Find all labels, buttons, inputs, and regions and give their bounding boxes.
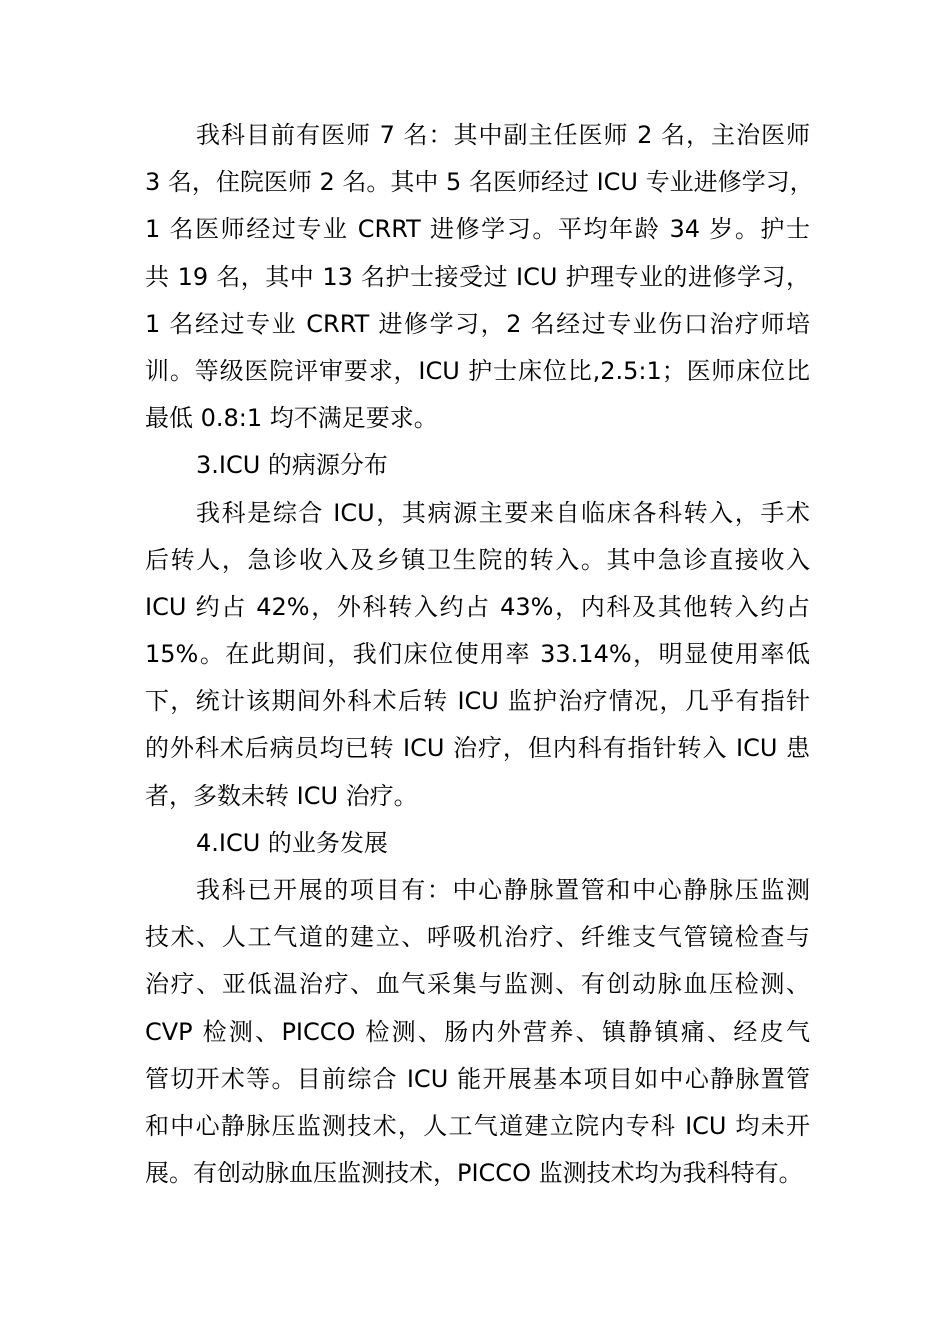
paragraph-patient-sources xyxy=(145,490,810,820)
text-line: 和中心静脉压监测技术，人工气道建立院内专科 ICU 均未开 xyxy=(145,1111,810,1140)
paragraph-business-development xyxy=(145,867,810,1197)
text-line: 共 19 名，其中 13 名护士接受过 ICU 护理专业的进修学习， xyxy=(145,262,810,291)
text-line: 15%。在此期间，我们床位使用率 33.14%，明显使用率低 xyxy=(145,640,810,669)
section-heading-text: 3.ICU 的病源分布 xyxy=(196,451,388,480)
text-line: ICU 约占 42%，外科转入约占 43%，内科及其他转入约占 xyxy=(145,592,810,621)
text-line: 我科是综合 ICU，其病源主要来自临床各科转入，手术 xyxy=(196,498,810,527)
text-line: 最低 0.8:1 均不满足要求。 xyxy=(145,404,438,433)
section-heading-patient-sources xyxy=(145,442,810,489)
section-heading-business-development xyxy=(145,820,810,867)
text-line: 后转人，急诊收入及乡镇卫生院的转入。其中急诊直接收入 xyxy=(145,545,810,574)
document-body xyxy=(145,112,814,1197)
text-line: 我科已开展的项目有：中心静脉置管和中心静脉压监测 xyxy=(196,876,810,904)
section-heading-text: 4.ICU 的业务发展 xyxy=(196,828,388,857)
text-line: 治疗、亚低温治疗、血气采集与监测、有创动脉血压检测、 xyxy=(145,970,810,999)
text-line: 管切开术等。目前综合 ICU 能开展基本项目如中心静脉置管 xyxy=(145,1064,810,1093)
text-line: 展。有创动脉血压监测技术，PICCO 监测技术均为我科特有。 xyxy=(145,1159,803,1188)
text-line: CVP 检测、PICCO 检测、肠内外营养、镇静镇痛、经皮气 xyxy=(145,1017,810,1046)
text-line: 技术、人工气道的建立、呼吸机治疗、纤维支气管镜检查与 xyxy=(145,923,810,952)
text-line: 3 名，住院医师 2 名。其中 5 名医师经过 ICU 专业进修学习， xyxy=(145,168,814,197)
text-line: 下，统计该期间外科术后转 ICU 监护治疗情况，几乎有指针 xyxy=(145,687,810,716)
paragraph-staffing xyxy=(145,112,814,442)
text-line: 训。等级医院评审要求，ICU 护士床位比,2.5:1；医师床位比 xyxy=(145,356,810,385)
text-line: 1 名医师经过专业 CRRT 进修学习。平均年龄 34 岁。护士 xyxy=(145,215,810,244)
text-line: 的外科术后病员均已转 ICU 治疗，但内科有指针转入 ICU 患 xyxy=(145,734,810,763)
text-line: 我科目前有医师 7 名：其中副主任医师 2 名，主治医师 xyxy=(196,121,810,149)
text-line: 1 名经过专业 CRRT 进修学习，2 名经过专业伤口治疗师培 xyxy=(145,309,810,338)
text-line: 者，多数未转 ICU 治疗。 xyxy=(145,781,418,810)
